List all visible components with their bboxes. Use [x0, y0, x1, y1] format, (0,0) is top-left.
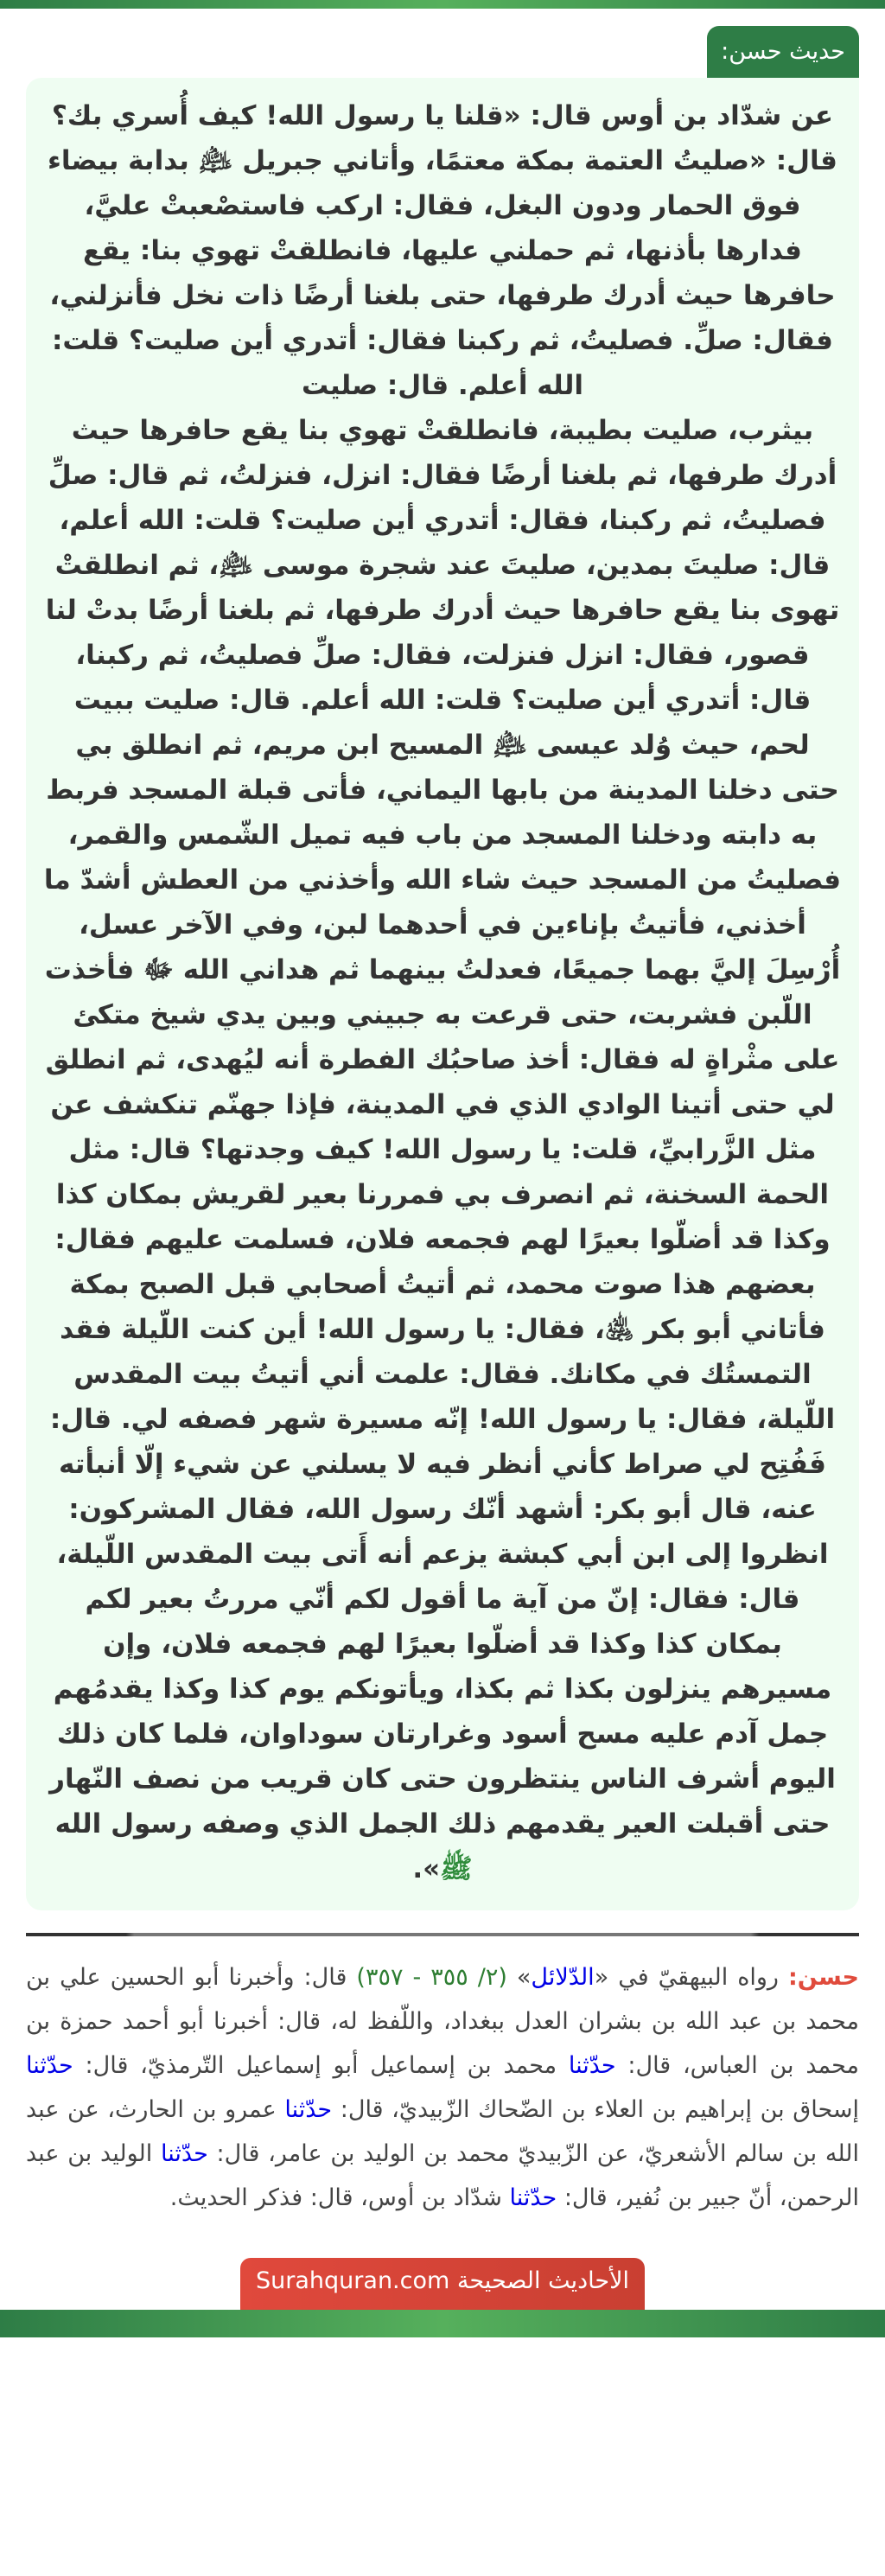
salawat-honorific-icon: ﷺ	[440, 1853, 473, 1884]
page-content	[0, 26, 885, 2310]
book-link-dalail[interactable]: الدّلائل	[531, 1964, 595, 1991]
narration-link[interactable]: حدّثنا	[284, 2096, 333, 2123]
source-grade: حسن:	[787, 1964, 859, 1991]
hadith-text-box	[26, 78, 859, 1910]
isnad-text: عمرو بن الحارث، عن عبد الله بن سالم الأشعريّ، عن الزّبيديّ محمد بن الوليد بن عامر، قال:	[26, 2096, 860, 2167]
bottom-decorative-bar	[0, 2310, 885, 2337]
footer-row	[26, 2258, 859, 2310]
isnad-text: قال: وأخبرنا أبو الحسين علي بن محمد بن عبد الله بن بشران العدل ببغداد، واللّفظ له، قال: أخبرنا أبو أحمد حمزة بن محمد بن العباس، قال:	[26, 1964, 859, 2079]
isnad-text: إسحاق بن إبراهيم بن العلاء بن الضّحاك الزّبيديّ، قال:	[332, 2096, 859, 2123]
section-divider	[26, 1933, 859, 1936]
source-reference	[26, 1955, 859, 2220]
narration-link[interactable]: حدّثنا	[509, 2184, 557, 2211]
hadith-paragraph-1: عن شدّاد بن أوس قال: «قلنا يا رسول الله! كيف أُسري بك؟ قال: «صليتُ العتمة بمكة معتمًا، وأتاني جبريل ﵇ بدابة بيضاء فوق الحمار ودون البغل، فقال: اركب فاستصْعبتْ عليَّ، فدارها بأذنها، ثم حملني عليها، فانطلقتْ تهوي بنا: يقع حافرها حيث أدرك طرفها، حتى بلغنا أرضًا ذات نخل فأنزلني، فقال: صلِّ. فصليتُ، ثم ركبنا فقال: أتدري أين صليت؟ قلت: الله أعلم. قال: صليت	[48, 100, 837, 401]
hadith-label-row	[26, 26, 859, 78]
hadith-paragraph-2-text: بيثرب، صليت بطيبة، فانطلقتْ تهوي بنا يقع حافرها حيث أدرك طرفها، ثم بلغنا أرضًا فقال: انزل، فنزلتُ، ثم قال: صلِّ فصليتُ، ثم ركبنا، فقال: أتدري أين صليت؟ قلت: الله أعلم، قال: صليتَ بمدين، صليتَ عند شجرة موسى ﵇، ثم انطلقتْ تهوى بنا يقع حافرها حيث أدرك طرفها، ثم بلغنا أرضًا بدتْ لنا قصور، فقال: انزل فنزلت، فقال: صلِّ فصليتُ، ثم ركبنا، قال: أتدري أين صليت؟ قلت: الله أعلم. قال: صليت ببيت لحم، حيث وُلد عيسى ﵇ المسيح ابن مريم، ثم انطلق بي حتى دخلنا المدينة من بابها اليماني، فأتى قبلة المسجد فربط به دابته ودخلنا المسجد من باب فيه تميل الشّمس والقمر، فصليتُ من المسجد حيث شاء الله وأخذني من العطش أشدّ ما أخذني، فأتيتُ بإناءين في أحدهما لبن، وفي الآخر عسل، أُرْسِلَ إليَّ بهما جميعًا، فعدلتُ بينهما ثم هداني الله ﷻ فأخذت اللّبن فشربت، حتى قرعت به جبيني وبين يدي شيخ متكئ على مثْراةٍ له فقال: أخذ صاحبُك الفطرة أنه ليُهدى، ثم انطلق لي حتى أتينا الوادي الذي في المدينة، فإذا جهنّم تنكشف عن مثل الزَّرابيِّ، قلت: يا رسول الله! كيف وجدتها؟ قال: مثل الحمة السخنة، ثم انصرف بي فمررنا بعير لقريش بمكان كذا وكذا قد أضلّوا بعيرًا لهم فجمعه فلان، فسلمت عليهم فقال: بعضهم هذا صوت محمد، ثم أتيتُ أصحابي قبل الصبح بمكة فأتاني أبو بكر ﵁، فقال: يا رسول الله! أين كنت اللّيلة فقد التمستُك في مكانك. فقال: علمت أني أتيتُ بيت المقدس اللّيلة، فقال: يا رسول الله! إنّه مسيرة شهر فصفه لي. قال: فَفُتِح لي صراط كأني أنظر فيه لا يسلني عن شيء إلّا أنبأته عنه، قال أبو بكر: أشهد أنّك رسول الله، فقال المشركون: انظروا إلى ابن أبي كبشة يزعم أنه أَتى بيت المقدس اللّيلة، قال: فقال: إنّ من آية ما أقول لكم أنّي مررتُ بعير لكم بمكان كذا وكذا قد أضلّوا بعيرًا لهم فجمعه فلان، وإن مسيرهم ينزلون بكذا ثم بكذا، ويأتونكم يوم كذا وكذا يقدمُهم جمل آدم عليه مسح أسود وغرارتان سوداوان، فلما كان ذلك اليوم أشرف الناس ينتظرون حتى كان قريب من نصف النّهار حتى أقبلت العير يقدمهم ذلك الجمل الذي وصفه رسول الله	[43, 415, 842, 1840]
source-text: »	[506, 1964, 532, 1991]
isnad-text: شدّاد بن أوس، قال: فذكر الحديث.	[169, 2184, 510, 2211]
narration-link[interactable]: حدّثنا	[161, 2140, 208, 2167]
hadith-grade-label: حديث حسن:	[707, 26, 859, 78]
hadith-paragraph-2	[43, 408, 842, 1891]
isnad-text: الوليد بن عبد الرحمن، أنّ جبير بن نُفير، قال:	[26, 2140, 859, 2211]
volume-page-reference: (٢/ ٣٥٥ - ٣٥٧)	[356, 1964, 507, 1991]
source-text: رواه البيهقيّ في «	[594, 1964, 788, 1991]
isnad-text: محمد بن إسماعيل أبو إسماعيل التّرمذيّ، قال:	[73, 2052, 569, 2079]
top-decorative-bar	[0, 0, 885, 9]
site-link-button[interactable]: الأحاديث الصحيحة Surahquran.com	[240, 2258, 645, 2310]
narration-link[interactable]: حدّثنا	[568, 2052, 616, 2079]
narration-link[interactable]: حدّثنا	[26, 2052, 73, 2079]
closing-punctuation: ».	[412, 1853, 441, 1884]
